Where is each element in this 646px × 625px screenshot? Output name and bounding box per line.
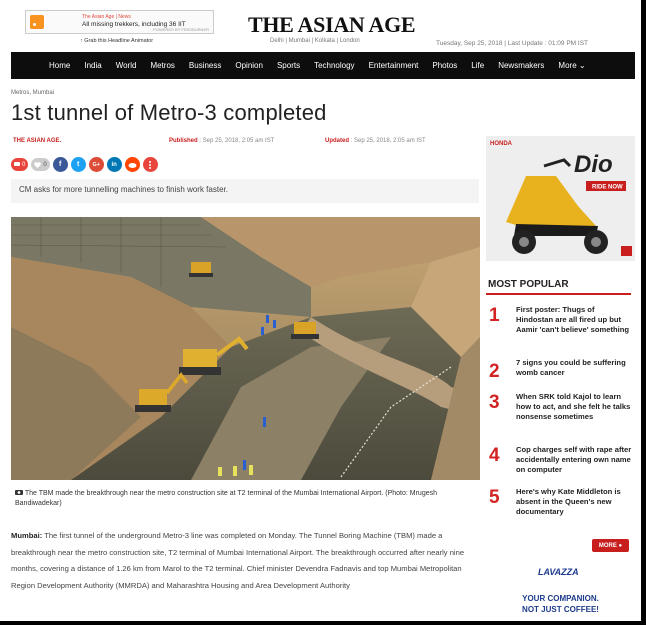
- twitter-share-icon[interactable]: t: [71, 157, 86, 172]
- like-count: 0: [43, 161, 47, 168]
- nav-item-business[interactable]: Business: [188, 61, 222, 70]
- dateline: Tuesday, Sep 25, 2018 | Last Update : 01:09 PM IST: [436, 40, 589, 47]
- updated-value: : Sep 25, 2018, 2:05 am IST: [349, 138, 426, 144]
- published-value: : Sep 25, 2018, 2:05 am IST: [197, 138, 275, 144]
- popular-rank: 2: [489, 361, 500, 382]
- nav-item-metros[interactable]: Metros: [150, 61, 175, 70]
- caption-text: The TBM made the breakthrough near the metro construction site at T2 terminal of the Mumbai International Airport. (Photo: Mrugesh Bandiwadekar): [15, 490, 438, 507]
- breadcrumb[interactable]: Metros, Mumbai: [11, 90, 55, 96]
- popular-rank: 4: [489, 445, 500, 466]
- honda-brand-text: HONDA: [490, 141, 512, 147]
- site-logo[interactable]: THE ASIAN AGE: [248, 12, 416, 37]
- more-share-icon[interactable]: [143, 157, 158, 172]
- rss-headline[interactable]: All missing trekkers, including 36 IIT: [82, 21, 186, 28]
- comments-button[interactable]: [11, 158, 28, 171]
- lavazza-tagline-2: NOT JUST COFFEE!: [522, 605, 599, 614]
- dateline-city: Mumbai:: [11, 531, 43, 540]
- lead-photo: [11, 217, 480, 480]
- article-body-text: The first tunnel of the underground Metro-3 line was completed on Monday. The Tunnel Boring Machine (TBM) made a breakthrough near the metro construction site, T2 terminal of Mumbai International Airport. The breakthrough occurred after nearly nine months, covering a distance of 1.26 km from Marol to the T2 terminal. Chief minister Devendra Fadnavis and top Mumbai Metropolitan Region Development Authority (MMRDA) and Maharashtra Housing and Area Development Authority: [11, 531, 465, 590]
- more-popular-button[interactable]: MORE ●: [592, 539, 629, 552]
- like-button[interactable]: [31, 158, 49, 171]
- nav-item-sports[interactable]: Sports: [276, 61, 301, 70]
- popular-headline[interactable]: Cop charges self with rape after accidentally entering own name on computer: [516, 445, 632, 475]
- nav-item-life[interactable]: Life: [471, 61, 485, 70]
- most-popular-rule: [486, 293, 631, 295]
- rss-feed-title: The Asian Age | News: [82, 14, 131, 20]
- article-body: [11, 528, 481, 594]
- article-headline: 1st tunnel of Metro-3 completed: [11, 100, 327, 125]
- popular-rank: 1: [489, 305, 500, 326]
- honda-ad[interactable]: [486, 136, 635, 261]
- nav-item-newsmakers[interactable]: Newsmakers: [498, 61, 545, 70]
- comment-icon: [14, 162, 20, 167]
- edition-cities: Delhi | Mumbai | Kolkata | London: [270, 38, 360, 44]
- linkedin-share-icon[interactable]: in: [107, 157, 122, 172]
- nav-item-india[interactable]: India: [84, 61, 102, 70]
- popular-rank: 3: [489, 392, 500, 413]
- camera-icon: [15, 489, 23, 495]
- popular-headline[interactable]: Here's why Kate Middleton is absent in the Queen's new documentary: [516, 487, 621, 517]
- rss-powered-by: POWERED BY FEEDBURNER: [153, 27, 209, 32]
- popular-headline[interactable]: When SRK told Kajol to learn how to act, and she felt he talks nonsense sometimes: [516, 392, 631, 422]
- share-bar: [11, 157, 161, 172]
- nav-more-dropdown[interactable]: More ⌄: [558, 61, 586, 70]
- popular-headline[interactable]: 7 signs you could be suffering womb cancer: [516, 358, 626, 378]
- heart-icon: [34, 162, 41, 168]
- ride-now-text: RIDE NOW: [592, 184, 623, 191]
- popular-headline[interactable]: First poster: Thugs of Hindostan are all fired up but Aamir 'can't believe' something: [516, 305, 630, 335]
- article-summary: CM asks for more tunnelling machines to finish work faster.: [11, 179, 479, 203]
- google-plus-share-icon[interactable]: G+: [89, 157, 104, 172]
- kebab-icon: [149, 161, 151, 169]
- most-popular-title: MOST POPULAR: [488, 279, 569, 290]
- reddit-icon: [128, 161, 137, 168]
- construction-site-image: [11, 217, 480, 480]
- lavazza-tagline-1: YOUR COMPANION.: [522, 594, 599, 603]
- reddit-share-icon[interactable]: [125, 157, 140, 172]
- nav-item-world[interactable]: World: [115, 61, 137, 70]
- nav-item-technology[interactable]: Technology: [314, 61, 355, 70]
- facebook-share-icon[interactable]: f: [53, 157, 68, 172]
- dio-wordmark: Dio: [574, 151, 613, 178]
- published-label: Published: [169, 138, 198, 144]
- excavator-4: [189, 262, 213, 277]
- nav-item-entertainment[interactable]: Entertainment: [368, 61, 419, 70]
- grab-animator-link[interactable]: ↑ Grab this Headline Animator: [80, 38, 154, 44]
- nav-item-opinion[interactable]: Opinion: [235, 61, 263, 70]
- lavazza-ad[interactable]: [486, 561, 635, 621]
- article-byline[interactable]: THE ASIAN AGE.: [13, 138, 62, 144]
- headline-animator[interactable]: [25, 10, 214, 34]
- comment-count: 0: [22, 161, 26, 168]
- excavator-3: [291, 322, 319, 339]
- nav-item-photos[interactable]: Photos: [432, 61, 458, 70]
- updated-label: Updated: [325, 138, 349, 144]
- rss-icon: [30, 15, 44, 29]
- main-nav: [11, 52, 635, 79]
- popular-rank: 5: [489, 487, 500, 508]
- nav-item-home[interactable]: Home: [49, 61, 71, 70]
- published-date: [169, 138, 274, 144]
- honda-dio-ad-image: [486, 136, 635, 261]
- updated-date: [325, 138, 426, 144]
- photo-caption: [15, 489, 477, 509]
- lavazza-logo: LAVAZZA: [538, 567, 579, 577]
